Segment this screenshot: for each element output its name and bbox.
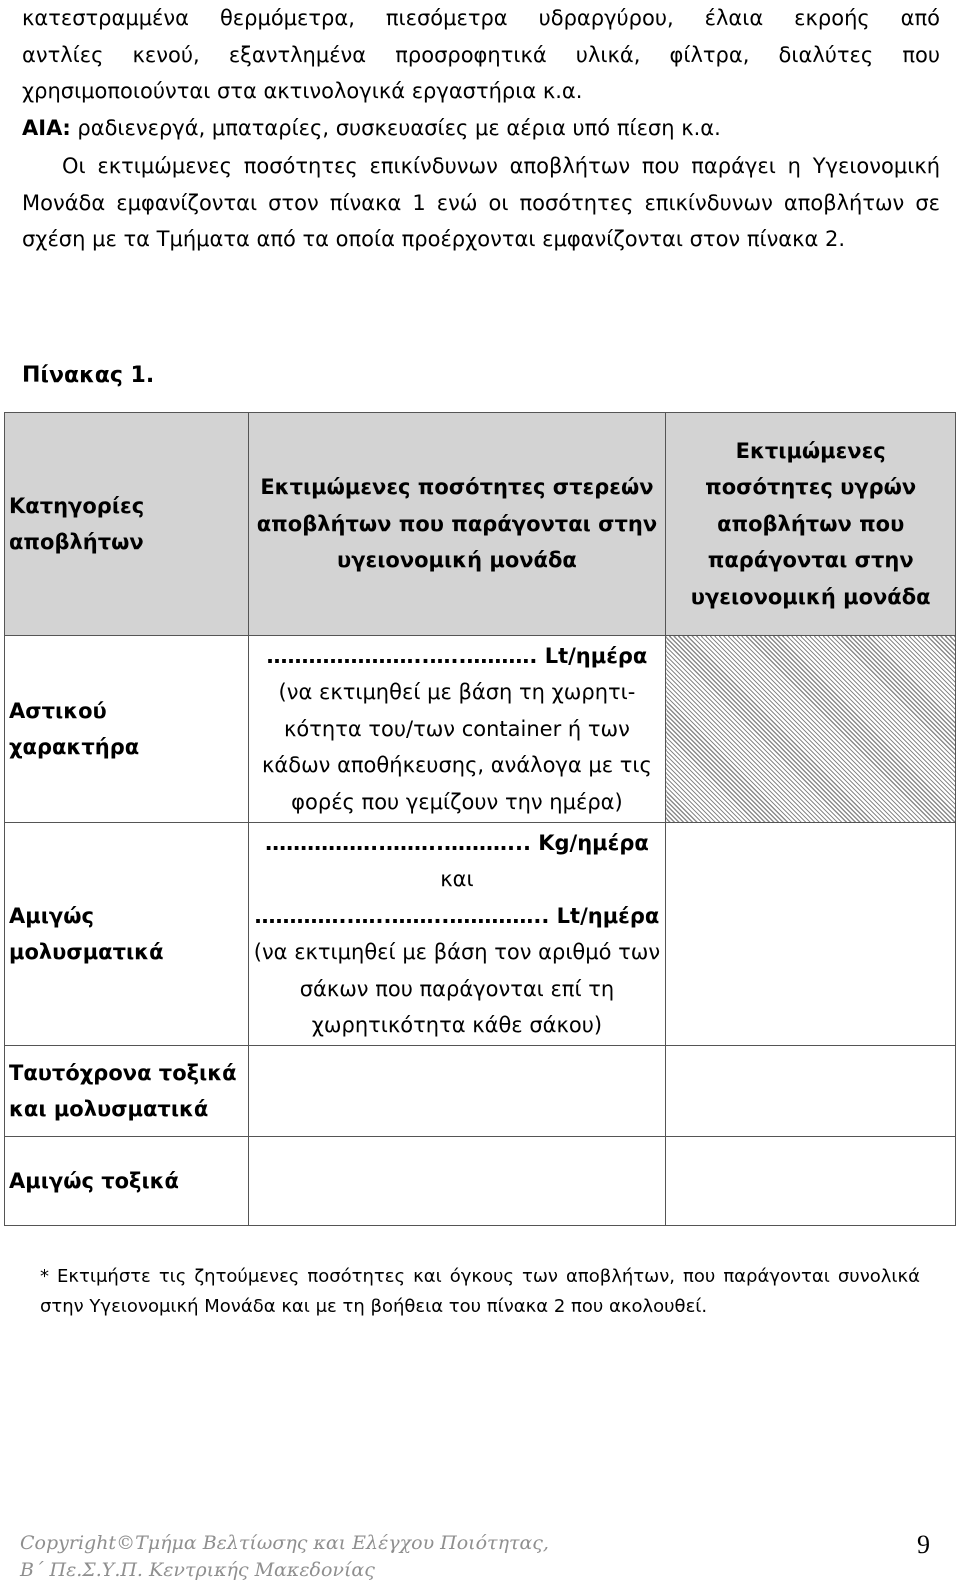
row-category: Αστικού χαρακτήρα	[5, 636, 249, 823]
header-category: Κατηγορίες αποβλήτων	[5, 413, 249, 636]
page-footer	[20, 1530, 940, 1584]
row-liquid-cell-hatched	[666, 636, 956, 823]
row-category: Ταυτόχρονα τοξικά και μολυσματικά	[5, 1046, 249, 1137]
intro-line-2: αντλίες κενού, εξαντλημένα προσροφητικά υλικά, φίλτρα, διαλύτες που	[22, 42, 940, 67]
row-liquid-cell	[666, 823, 956, 1046]
row-liquid-cell	[666, 1137, 956, 1226]
table-row	[5, 636, 956, 823]
row-category: Αμιγώς μολυσματικά	[5, 823, 249, 1046]
row-solid-cell	[248, 1046, 666, 1137]
row-category: Αμιγώς τοξικά	[5, 1137, 249, 1226]
solid-quantity-lt: …………………..…..………. Lt/ημέρα	[266, 643, 648, 668]
row-solid-cell	[248, 636, 666, 823]
table-row	[5, 823, 956, 1046]
table-title: Πίνακας 1.	[22, 363, 155, 388]
footnote	[40, 1262, 920, 1322]
aia-text: ραδιενεργά, μπαταρίες, συσκευασίες με αέρια υπό πίεση κ.α.	[77, 115, 721, 140]
waste-table	[4, 412, 956, 1226]
footnote-text: * Εκτιμήστε τις ζητούμενες ποσότητες και όγκους των αποβλήτων, που παράγονται συνολικά στην Υγειονομική Μονάδα και με τη βοήθεια του πίνακα 2 που ακολουθεί.	[40, 1266, 920, 1317]
intro-line-3: χρησιμοποιούνται στα ακτινολογικά εργαστήρια κ.α.	[22, 79, 583, 103]
footer-copyright: Copyright©Τμήμα Βελτίωσης και Ελέγχου Ποιότητας,	[20, 1532, 549, 1554]
intro-paragraph: Οι εκτιμώμενες ποσότητες επικίνδυνων αποβλήτων που παράγει η Υγειονομική Μονάδα εμφανίζονται στον πίνακα 1 ενώ οι ποσότητες επικίνδυνων αποβλήτων σε σχέση με τα Τμήματα από τα οποία προέρχονται εμφανίζονται στον πίνακα 2.	[22, 154, 940, 251]
table-header-row	[5, 413, 956, 636]
solid-instruction: (να εκτιμηθεί με βάση τον αριθμό των σάκων που παράγονται επί τη χωρητικότητα κάθε σάκου)	[253, 940, 661, 1037]
solid-quantity-lt: …………..…..……..………….. Lt/ημέρα	[254, 903, 660, 928]
aia-label: ΑΙΑ:	[22, 115, 71, 140]
page-number: 9	[917, 1530, 930, 1559]
intro-text	[22, 0, 940, 258]
aia-line	[22, 110, 940, 147]
solid-and: και	[440, 867, 474, 891]
row-solid-cell	[248, 1137, 666, 1226]
table-row	[5, 1137, 956, 1226]
table-row	[5, 1046, 956, 1137]
header-liquid: Εκτιμώμενες ποσότητες υγρών αποβλήτων που παράγονται στην υγειονομική μονάδα	[666, 413, 956, 636]
solid-instruction: (να εκτιμηθεί με βάση τη χωρητι-κότητα του/των container ή των κάδων αποθήκευσης, ανάλογα με τις φορές που γεμίζουν την ημέρα)	[262, 680, 652, 814]
intro-line-1: κατεστραμμένα θερμόμετρα, πιεσόμετρα υδραργύρου, έλαια εκροής από	[22, 6, 940, 30]
header-solid: Εκτιμώμενες ποσότητες στερεών αποβλήτων που παράγονται στην υγειονομική μονάδα	[248, 413, 666, 636]
row-liquid-cell	[666, 1046, 956, 1137]
row-solid-cell	[248, 823, 666, 1046]
footer-organization: Β΄ Πε.Σ.Υ.Π. Κεντρικής Μακεδονίας	[20, 1559, 375, 1581]
solid-quantity-kg: ……………..……..………... Kg/ημέρα	[265, 830, 649, 855]
